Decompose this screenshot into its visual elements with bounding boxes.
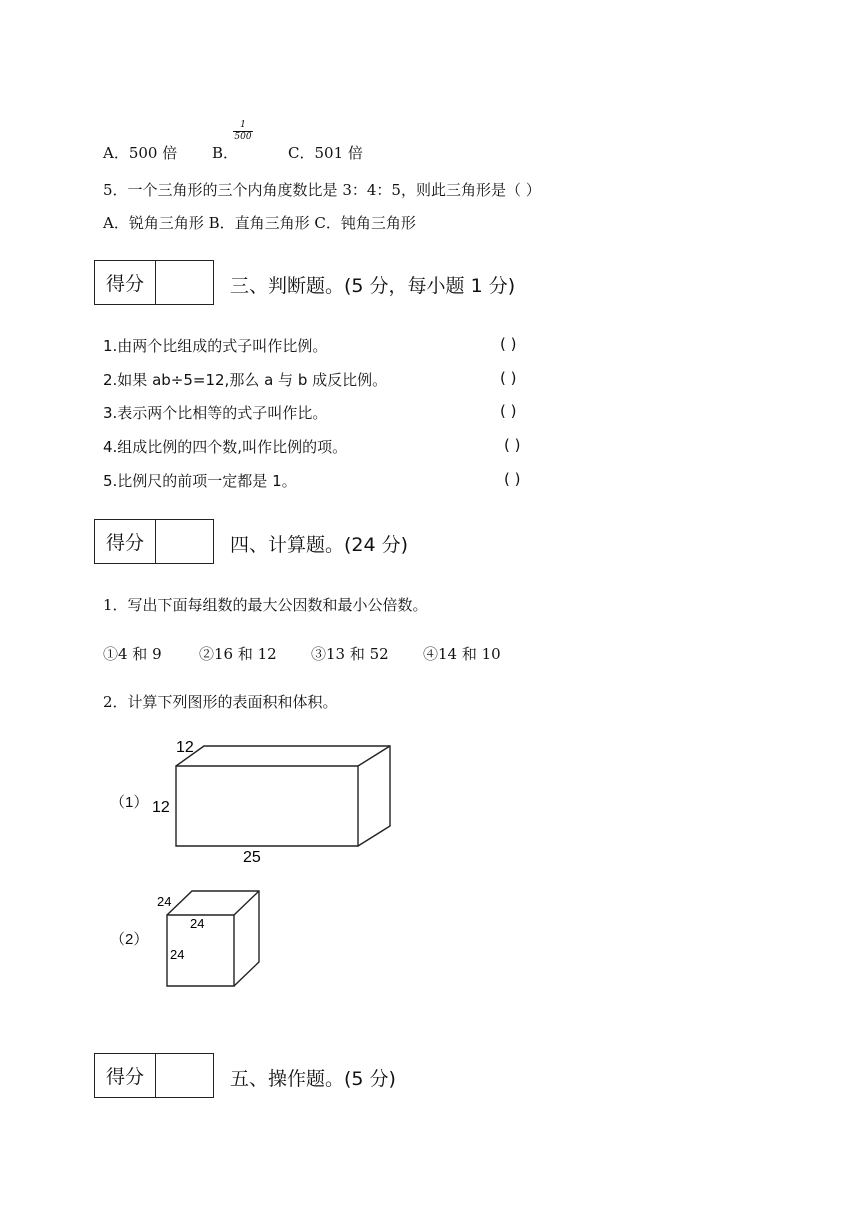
q4-option-a: A．500 倍 xyxy=(103,144,178,162)
figure1-label: （1） xyxy=(110,794,149,811)
figure2-top-dim: 24 xyxy=(157,894,172,909)
judge-item: 3.表示两个比相等的式子叫作比。 xyxy=(103,404,328,422)
figure1-prism xyxy=(140,732,410,872)
judge-item: 4.组成比例的四个数,叫作比例的项。 xyxy=(103,438,348,456)
score-box xyxy=(94,260,214,305)
figure1-left-dim: 12 xyxy=(152,799,170,816)
figure2-cube xyxy=(150,885,270,995)
figure1-top-dim: 12 xyxy=(176,739,194,756)
score-label: 得分 xyxy=(95,1054,156,1097)
q4-option-c: C．501 倍 xyxy=(288,144,363,162)
section5-title: 五、操作题。(5 分) xyxy=(230,1068,396,1090)
q1-group: ①4 和 9 xyxy=(103,645,162,663)
q5-question: 5．一个三角形的三个内角度数比是 3：4：5，则此三角形是（ ） xyxy=(103,181,541,199)
answer-paren[interactable]: ( ) xyxy=(504,470,521,488)
judge-item: 5.比例尺的前项一定都是 1。 xyxy=(103,472,297,490)
score-field[interactable] xyxy=(156,1054,213,1097)
judge-item: 2.如果 ab÷5=12,那么 a 与 b 成反比例。 xyxy=(103,371,388,389)
score-label: 得分 xyxy=(95,520,156,563)
q1-prompt: 1．写出下面每组数的最大公因数和最小公倍数。 xyxy=(103,596,428,614)
score-field[interactable] xyxy=(156,261,213,304)
score-box xyxy=(94,519,214,564)
answer-paren[interactable]: ( ) xyxy=(500,402,517,420)
judge-item: 1.由两个比组成的式子叫作比例。 xyxy=(103,337,328,355)
score-field[interactable] xyxy=(156,520,213,563)
figure2-left-dim: 24 xyxy=(170,947,185,962)
answer-paren[interactable]: ( ) xyxy=(500,369,517,387)
q4-option-b: B． xyxy=(212,144,239,162)
answer-paren[interactable]: ( ) xyxy=(504,436,521,454)
figure2-inner-dim: 24 xyxy=(190,916,205,931)
q1-group: ④14 和 10 xyxy=(423,645,501,663)
fraction-numerator: 1 xyxy=(233,120,253,132)
q5-options: A．锐角三角形 B．直角三角形 C．钝角三角形 xyxy=(103,214,416,232)
fraction-denominator: 500 xyxy=(234,132,252,142)
answer-paren[interactable]: ( ) xyxy=(500,335,517,353)
q1-group: ②16 和 12 xyxy=(199,645,277,663)
figure2-label: （2） xyxy=(110,931,149,948)
score-box xyxy=(94,1053,214,1098)
q2-prompt: 2．计算下列图形的表面积和体积。 xyxy=(103,693,338,711)
q4-option-b-fraction xyxy=(233,120,253,143)
q1-group: ③13 和 52 xyxy=(311,645,389,663)
score-label: 得分 xyxy=(95,261,156,304)
section3-title: 三、判断题。(5 分，每小题 1 分) xyxy=(230,275,516,297)
section4-title: 四、计算题。(24 分) xyxy=(230,534,409,556)
figure1-bottom-dim: 25 xyxy=(243,849,261,866)
